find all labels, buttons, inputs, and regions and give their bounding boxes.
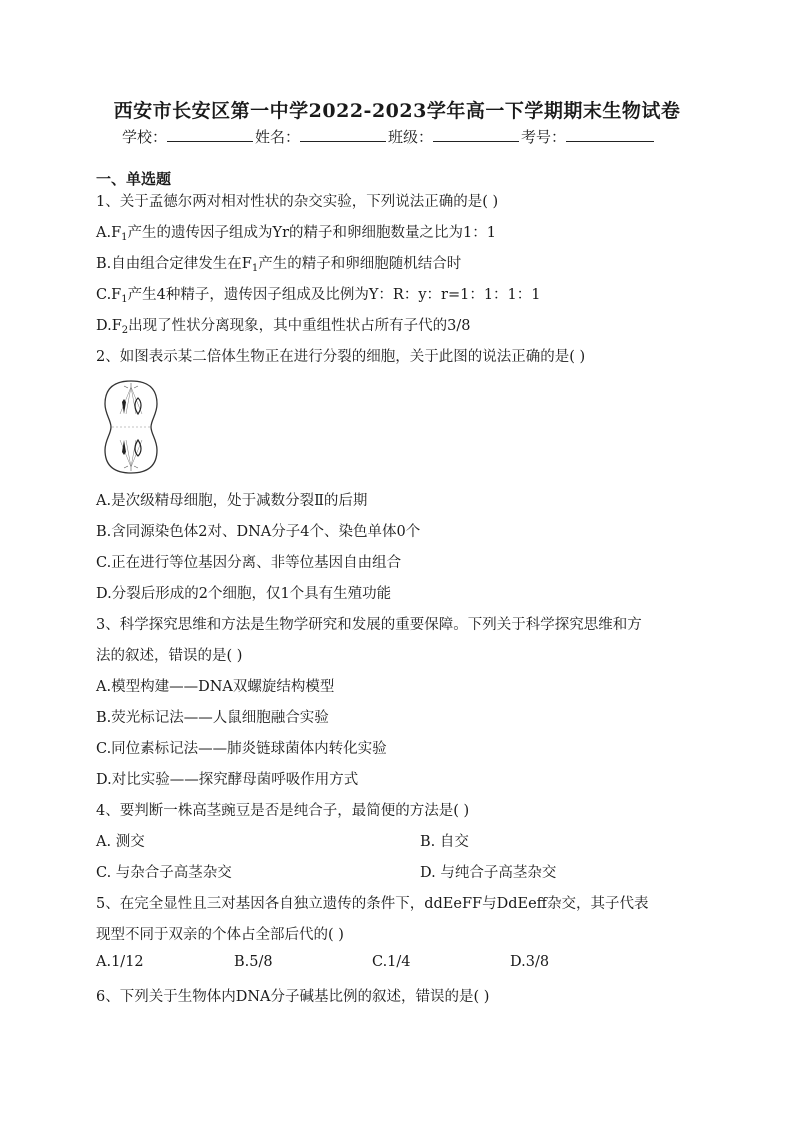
q4-stem: 4、要判断一株高茎豌豆是否是纯合子，最简便的方法是( ) [96, 803, 470, 819]
q3-option-c: C.同位素标记法——肺炎链球菌体内转化实验 [96, 741, 387, 757]
q1-option-c: $C.F_1$产生4种精子，遗传因子组成及比例为Y：R：y：r=1：1：1：1 [96, 287, 541, 305]
q4-option-d: D. 与纯合子高茎杂交 [420, 865, 557, 881]
school-label: 学校： [122, 128, 168, 146]
class-blank[interactable] [433, 127, 519, 142]
school-blank[interactable] [167, 127, 253, 142]
q5-option-d: D.3/8 [510, 954, 550, 970]
q1-stem: 1、关于孟德尔两对相对性状的杂交实验，下列说法正确的是( ) [96, 194, 499, 210]
q2-stem: 2、如图表示某二倍体生物正在进行分裂的细胞，关于此图的说法正确的是( ) [96, 349, 586, 365]
q5-stem-line2: 现型不同于双亲的个体占全部后代的( ) [96, 927, 344, 943]
student-info-line [122, 126, 656, 147]
q2-option-d: D.分裂后形成的2个细胞，仅1个具有生殖功能 [96, 586, 392, 602]
dividing-cell-figure [98, 378, 164, 476]
class-label: 班级： [388, 128, 434, 146]
q5-option-c: C.1/4 [372, 954, 411, 970]
section-title: 一、单选题 [96, 170, 172, 188]
q6-stem: 6、下列关于生物体内DNA分子碱基比例的叙述，错误的是( ) [96, 989, 490, 1005]
exam-number-blank[interactable] [566, 127, 654, 142]
q1-option-d: $D.F_2$出现了性状分离现象，其中重组性状占所有子代的3/8 [96, 318, 471, 336]
q3-stem-line2: 法的叙述，错误的是( ) [96, 648, 243, 664]
q5-stem-line1: 5、在完全显性且三对基因各自独立遗传的条件下，ddEeFF与DdEeff杂交，其子代表 [96, 896, 649, 912]
q1-option-b: B.自由组合定律发生在$F_1$产生的精子和卵细胞随机结合时 [96, 256, 462, 274]
q3-option-d: D.对比实验——探究酵母菌呼吸作用方式 [96, 772, 359, 788]
q3-option-a: A.模型构建——DNA双螺旋结构模型 [96, 679, 335, 695]
q3-option-b: B.荧光标记法——人鼠细胞融合实验 [96, 710, 329, 726]
exam-number-label: 考号： [521, 128, 567, 146]
exam-title: 西安市长安区第一中学2022-2023学年高一下学期期末生物试卷 [113, 100, 681, 122]
q2-option-b: B.含同源染色体2对、DNA分子4个、染色单体0个 [96, 524, 421, 540]
q5-option-b: B.5/8 [234, 954, 273, 970]
q4-option-b: B. 自交 [420, 834, 469, 850]
q4-option-c: C. 与杂合子高茎杂交 [96, 865, 232, 881]
q2-option-a: A.是次级精母细胞，处于减数分裂Ⅱ的后期 [96, 493, 368, 509]
name-label: 姓名： [255, 128, 301, 146]
q1-option-a: $A.F_1$产生的遗传因子组成为Yr的精子和卵细胞数量之比为1：1 [96, 225, 496, 243]
q2-option-c: C.正在进行等位基因分离、非等位基因自由组合 [96, 555, 402, 571]
name-blank[interactable] [300, 127, 386, 142]
q5-option-a: A.1/12 [96, 954, 144, 970]
q3-stem-line1: 3、科学探究思维和方法是生物学研究和发展的重要保障。下列关于科学探究思维和方 [96, 617, 642, 633]
q4-option-a: A. 测交 [96, 834, 145, 850]
